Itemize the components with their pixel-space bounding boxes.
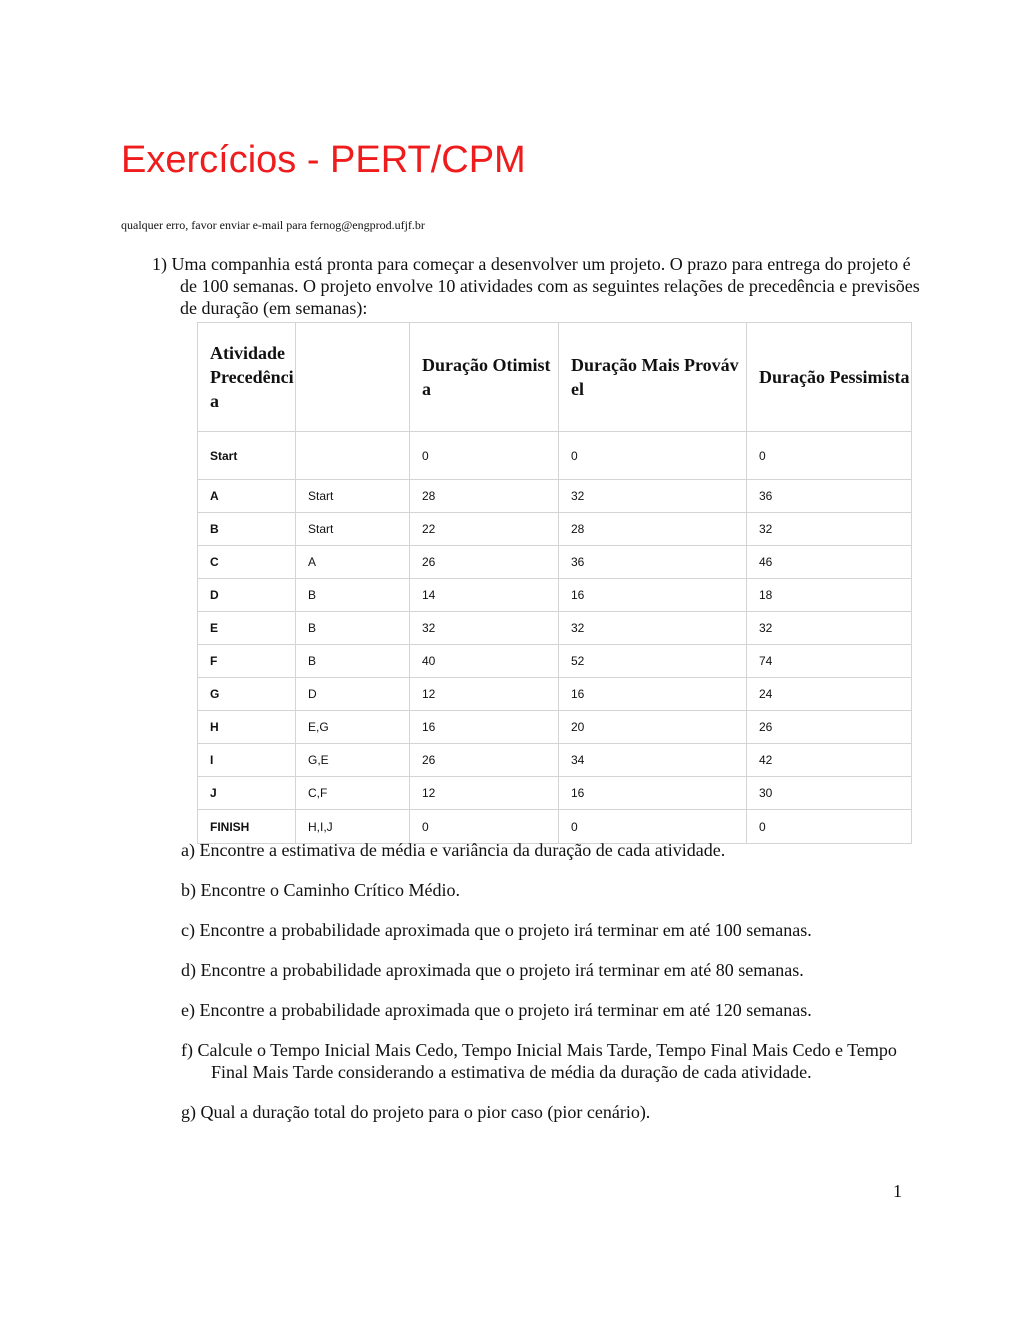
most-likely-cell: 34 — [559, 744, 747, 777]
precedence-cell: C,F — [296, 777, 410, 810]
most-likely-cell: 16 — [559, 777, 747, 810]
activity-cell: D — [198, 579, 296, 612]
header-optimistic: Duração Otimista — [410, 323, 559, 432]
optimistic-cell: 0 — [410, 432, 559, 480]
optimistic-cell: 14 — [410, 579, 559, 612]
item-d: d) Encontre a probabilidade aproximada que o projeto irá terminar em até 80 semanas. — [181, 960, 804, 980]
pessimistic-cell: 32 — [747, 612, 912, 645]
optimistic-cell: 28 — [410, 480, 559, 513]
pessimistic-cell: 36 — [747, 480, 912, 513]
item-f: f) Calcule o Tempo Inicial Mais Cedo, Tempo Inicial Mais Tarde, Tempo Final Mais Cedo e Tempo Final Mais Tarde considerando a estimativa de média da duração de cada atividade. — [181, 1040, 897, 1082]
precedence-cell: Start — [296, 513, 410, 546]
activity-cell: H — [198, 711, 296, 744]
optimistic-cell: 32 — [410, 612, 559, 645]
optimistic-cell: 12 — [410, 678, 559, 711]
activity-cell: Start — [198, 432, 296, 480]
item-e: e) Encontre a probabilidade aproximada que o projeto irá terminar em até 120 semanas. — [181, 1000, 812, 1020]
optimistic-cell: 22 — [410, 513, 559, 546]
precedence-cell: B — [296, 579, 410, 612]
precedence-cell: H,I,J — [296, 810, 410, 844]
pessimistic-cell: 42 — [747, 744, 912, 777]
precedence-cell: G,E — [296, 744, 410, 777]
most-likely-cell: 0 — [559, 810, 747, 844]
page-number: 1 — [893, 1181, 902, 1201]
most-likely-cell: 32 — [559, 480, 747, 513]
most-likely-cell: 36 — [559, 546, 747, 579]
item-c: c) Encontre a probabilidade aproximada que o projeto irá terminar em até 100 semanas. — [181, 920, 812, 940]
precedence-cell: B — [296, 645, 410, 678]
most-likely-cell: 52 — [559, 645, 747, 678]
table-row — [198, 645, 912, 678]
optimistic-cell: 16 — [410, 711, 559, 744]
item-g: g) Qual a duração total do projeto para o pior caso (pior cenário). — [181, 1102, 651, 1122]
header-pessimistic: Duração Pessimista — [747, 323, 912, 432]
activity-cell: FINISH — [198, 810, 296, 844]
optimistic-cell: 26 — [410, 546, 559, 579]
table-row — [198, 744, 912, 777]
question-items — [181, 839, 901, 1141]
pessimistic-cell: 26 — [747, 711, 912, 744]
table-row — [198, 678, 912, 711]
pessimistic-cell: 0 — [747, 432, 912, 480]
most-likely-cell: 20 — [559, 711, 747, 744]
table-row — [198, 432, 912, 480]
pessimistic-cell: 18 — [747, 579, 912, 612]
pessimistic-cell: 46 — [747, 546, 912, 579]
table-row — [198, 711, 912, 744]
precedence-cell — [296, 432, 410, 480]
activity-cell: B — [198, 513, 296, 546]
header-activity-precedence: Atividade Precedência — [198, 323, 296, 432]
activity-cell: C — [198, 546, 296, 579]
header-precedence — [296, 323, 410, 432]
pessimistic-cell: 74 — [747, 645, 912, 678]
table-header-row — [198, 323, 912, 432]
optimistic-cell: 0 — [410, 810, 559, 844]
activity-cell: I — [198, 744, 296, 777]
table-row — [198, 480, 912, 513]
pessimistic-cell: 24 — [747, 678, 912, 711]
pessimistic-cell: 32 — [747, 513, 912, 546]
precedence-cell: A — [296, 546, 410, 579]
most-likely-cell: 32 — [559, 612, 747, 645]
precedence-cell: E,G — [296, 711, 410, 744]
precedence-cell: B — [296, 612, 410, 645]
activity-cell: E — [198, 612, 296, 645]
most-likely-cell: 28 — [559, 513, 747, 546]
most-likely-cell: 16 — [559, 579, 747, 612]
precedence-cell: Start — [296, 480, 410, 513]
item-a: a) Encontre a estimativa de média e variância da duração de cada atividade. — [181, 840, 726, 860]
header-most-likely: Duração Mais Provável — [559, 323, 747, 432]
activity-cell: A — [198, 480, 296, 513]
activity-cell: G — [198, 678, 296, 711]
most-likely-cell: 0 — [559, 432, 747, 480]
page-title: Exercícios - PERT/CPM — [121, 139, 526, 181]
optimistic-cell: 26 — [410, 744, 559, 777]
pert-activity-table — [197, 322, 912, 844]
most-likely-cell: 16 — [559, 678, 747, 711]
table-row — [198, 579, 912, 612]
table-row — [198, 546, 912, 579]
table-row — [198, 513, 912, 546]
pessimistic-cell: 0 — [747, 810, 912, 844]
contact-note: qualquer erro, favor enviar e-mail para fernog@engprod.ufjf.br — [121, 218, 425, 232]
question-1-text: 1) Uma companhia está pronta para começar a desenvolver um projeto. O prazo para entrega do projeto é de 100 semanas. O projeto envolve 10 atividades com as seguintes relações de precedência e previsões de duração (em semanas): — [152, 254, 920, 318]
optimistic-cell: 12 — [410, 777, 559, 810]
activity-cell: F — [198, 645, 296, 678]
table-row — [198, 612, 912, 645]
item-b: b) Encontre o Caminho Crítico Médio. — [181, 880, 460, 900]
activity-cell: J — [198, 777, 296, 810]
pessimistic-cell: 30 — [747, 777, 912, 810]
optimistic-cell: 40 — [410, 645, 559, 678]
precedence-cell: D — [296, 678, 410, 711]
table-row — [198, 777, 912, 810]
